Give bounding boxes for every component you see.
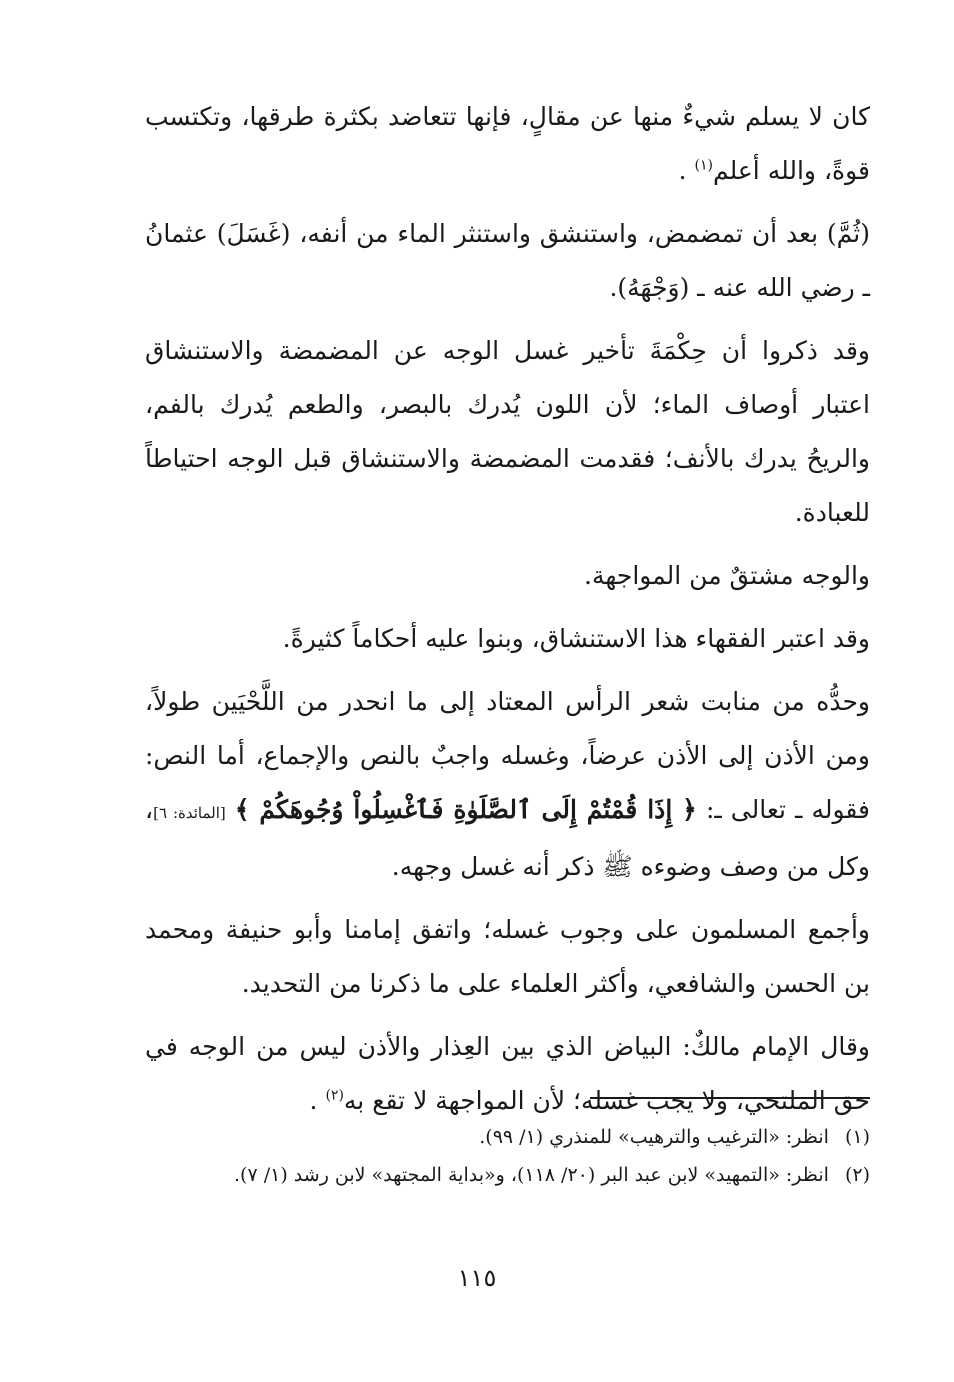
quran-reference: [المائدة: ٦] bbox=[153, 804, 226, 822]
paragraph-5: وقد اعتبر الفقهاء هذا الاستنشاق، وبنوا عليه أحكاماً كثيرةً. bbox=[282, 624, 870, 653]
paragraph-6-text: وحدُّه من منابت شعر الرأس المعتاد إلى ما انحدر من اللَّحْيَين طولاً، ومن الأذن إلى الأذن عرضاً، وغسله واجبٌ بالنص والإجماع، أما النص: فقوله ـ تعالى ـ: bbox=[145, 687, 871, 824]
footnotes bbox=[145, 1118, 870, 1194]
footnote-text: انظر: «الترغيب والترهيب» للمنذري (١/ ٩٩). bbox=[479, 1126, 829, 1148]
footnote-text: انظر: «التمهيد» لابن عبد البر (٢٠/ ١١٨)، و«بداية المجتهد» لابن رشد (١/ ٧). bbox=[234, 1164, 829, 1186]
paragraph-6-tail: ، وكل من وصف وضوءه ﷺ ذكر أنه غسل وجهه. bbox=[145, 795, 870, 881]
paragraph-7: وأجمع المسلمون على وجوب غسله؛ واتفق إمامنا وأبو حنيفة ومحمد بن الحسن والشافعي، وأكثر العلماء على ما ذكرنا من التحديد. bbox=[145, 915, 870, 998]
paragraph-8-end: . bbox=[309, 1086, 318, 1115]
paragraph-1-end: . bbox=[678, 156, 687, 185]
paragraph-3: وقد ذكروا أن حِكْمَةَ تأخير غسل الوجه عن المضمضة والاستنشاق اعتبار أوصاف الماء؛ لأن اللون يُدرك بالبصر، والطعم يُدرك بالفم، والريحُ يدرك بالأنف؛ فقدمت المضمضة والاستنشاق قبل الوجه احتياطاً للعبادة. bbox=[145, 336, 870, 527]
paragraph-4: والوجه مشتقٌ من المواجهة. bbox=[584, 561, 870, 590]
footnote-1 bbox=[145, 1118, 870, 1156]
paragraph-1-text: كان لا يسلم شيءٌ منها عن مقالٍ، فإنها تتعاضد بكثرة طرقها، وتكتسب قوةً، والله أعلم bbox=[145, 102, 870, 185]
footnote-ref-1: (١) bbox=[694, 157, 713, 174]
quran-verse: ﴿ إِذَا قُمْتُمْ إِلَى ٱلصَّلَوٰةِ فَٱغْسِلُواْ وُجُوهَكُمْ ﴾ bbox=[234, 795, 697, 824]
footnote-2 bbox=[145, 1156, 870, 1194]
footnote-divider bbox=[590, 1097, 870, 1099]
paragraph-2: (ثُمَّ) بعد أن تمضمض، واستنشق واستنثر الماء من أنفه، (غَسَلَ) عثمانُ ـ رضي الله عنه ـ (وَجْهَهُ). bbox=[145, 219, 870, 302]
footnote-number: (٢) bbox=[844, 1164, 870, 1186]
paragraph-8 bbox=[145, 1020, 870, 1128]
footnote-number: (١) bbox=[844, 1126, 870, 1148]
page-number: ١١٥ bbox=[457, 1264, 497, 1292]
footnote-ref-2: (٢) bbox=[325, 1087, 344, 1104]
main-text bbox=[145, 90, 870, 1137]
paragraph-6 bbox=[145, 675, 870, 894]
paragraph-8-text: وقال الإمام مالكٌ: البياض الذي بين العِذار والأذن ليس من الوجه في حق الملتحي، ولا يجب غسله؛ لأن المواجهة لا تقع به bbox=[145, 1032, 870, 1115]
paragraph-1 bbox=[145, 90, 870, 198]
